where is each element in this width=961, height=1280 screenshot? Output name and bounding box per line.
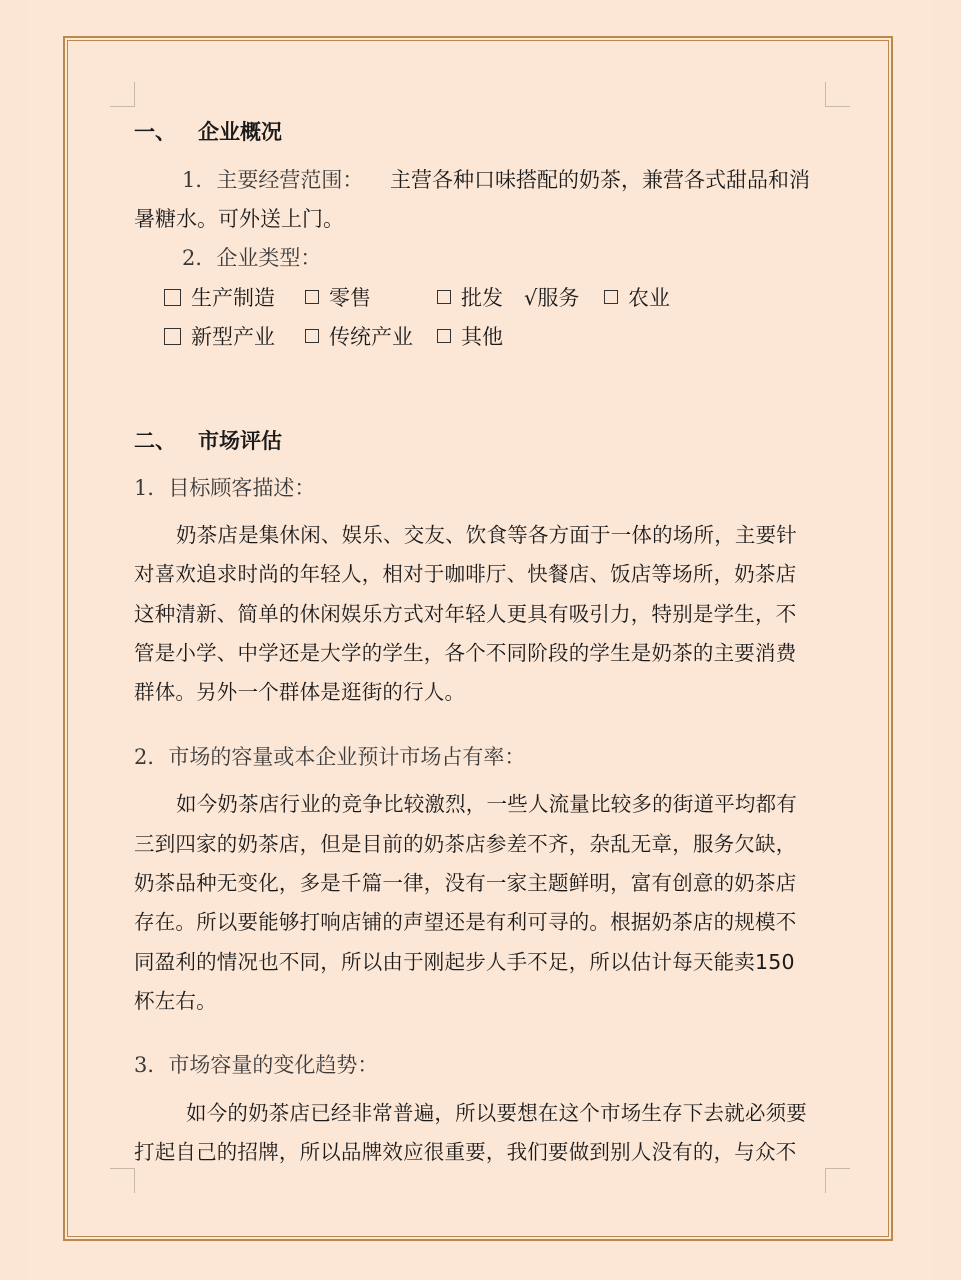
checkbox-icon: [164, 289, 181, 306]
type-option-new-industry[interactable]: 新型产业: [164, 323, 275, 351]
type-option-service[interactable]: √服务: [524, 286, 580, 310]
checkbox-icon: [164, 328, 181, 345]
market-trend-label: 3．市场容量的变化趋势：: [134, 1053, 379, 1077]
section2-heading-title: 市场评估: [198, 429, 282, 453]
target-customer-line: 对喜欢追求时尚的年轻人，相对于咖啡厅、快餐店、饭店等场所，奶茶店: [134, 562, 797, 586]
checkbox-icon: [305, 290, 319, 304]
target-customer-label: 1．目标顾客描述：: [134, 476, 316, 500]
business-scope-text-line2: 暑糖水。可外送上门。: [134, 207, 344, 231]
type-option-retail[interactable]: 零售: [305, 284, 371, 312]
type-option-wholesale[interactable]: 批发: [437, 284, 503, 312]
type-option-agriculture[interactable]: 农业: [604, 284, 670, 312]
section1-heading-title: 企业概况: [198, 120, 282, 144]
checkbox-icon: [305, 329, 319, 343]
market-share-line: 同盈利的情况也不同，所以由于刚起步人手不足，所以估计每天能卖150: [134, 950, 795, 974]
business-type-label: 2．企业类型：: [182, 246, 322, 270]
section1-heading-number: 一、: [134, 120, 176, 144]
section2-heading-number: 二、: [134, 429, 176, 453]
market-trend-line: 打起自己的招牌，所以品牌效应很重要，我们要做到别人没有的，与众不: [134, 1140, 797, 1164]
checkbox-icon: [437, 329, 451, 343]
target-customer-line: 奶茶店是集休闲、娱乐、交友、饮食等各方面于一体的场所，主要针: [176, 523, 797, 547]
target-customer-line: 管是小学、中学还是大学的学生，各个不同阶段的学生是奶茶的主要消费: [134, 641, 797, 665]
business-scope-text-line1: 主营各种口味搭配的奶茶，兼营各式甜品和消: [390, 168, 810, 192]
checkbox-icon: [604, 290, 618, 304]
crop-mark-top-left: [110, 82, 135, 107]
target-customer-line: 这种清新、简单的休闲娱乐方式对年轻人更具有吸引力，特别是学生，不: [134, 602, 797, 626]
business-scope-label: 1．主要经营范围：: [182, 168, 364, 192]
type-option-manufacturing[interactable]: 生产制造: [164, 284, 275, 312]
crop-mark-top-right: [825, 82, 850, 107]
target-customer-line: 群体。另外一个群体是逛街的行人。: [134, 680, 466, 704]
market-share-line: 存在。所以要能够打响店铺的声望还是有利可寻的。根据奶茶店的规模不: [134, 910, 797, 934]
type-option-other[interactable]: 其他: [437, 323, 503, 351]
market-share-line: 奶茶品种无变化，多是千篇一律，没有一家主题鲜明，富有创意的奶茶店: [134, 871, 797, 895]
crop-mark-bottom-left: [110, 1168, 135, 1193]
checkbox-icon: [437, 290, 451, 304]
market-share-line: 如今奶茶店行业的竞争比较激烈，一些人流量比较多的街道平均都有: [176, 792, 797, 816]
type-option-traditional-industry[interactable]: 传统产业: [305, 323, 413, 351]
crop-mark-bottom-right: [825, 1168, 850, 1193]
market-trend-line: 如今的奶茶店已经非常普遍，所以要想在这个市场生存下去就必须要: [186, 1101, 807, 1125]
market-share-line: 杯左右。: [134, 989, 217, 1013]
market-share-label: 2．市场的容量或本企业预计市场占有率：: [134, 745, 526, 769]
market-share-line: 三到四家的奶茶店，但是目前的奶茶店参差不齐，杂乱无章，服务欠缺，: [134, 832, 797, 856]
